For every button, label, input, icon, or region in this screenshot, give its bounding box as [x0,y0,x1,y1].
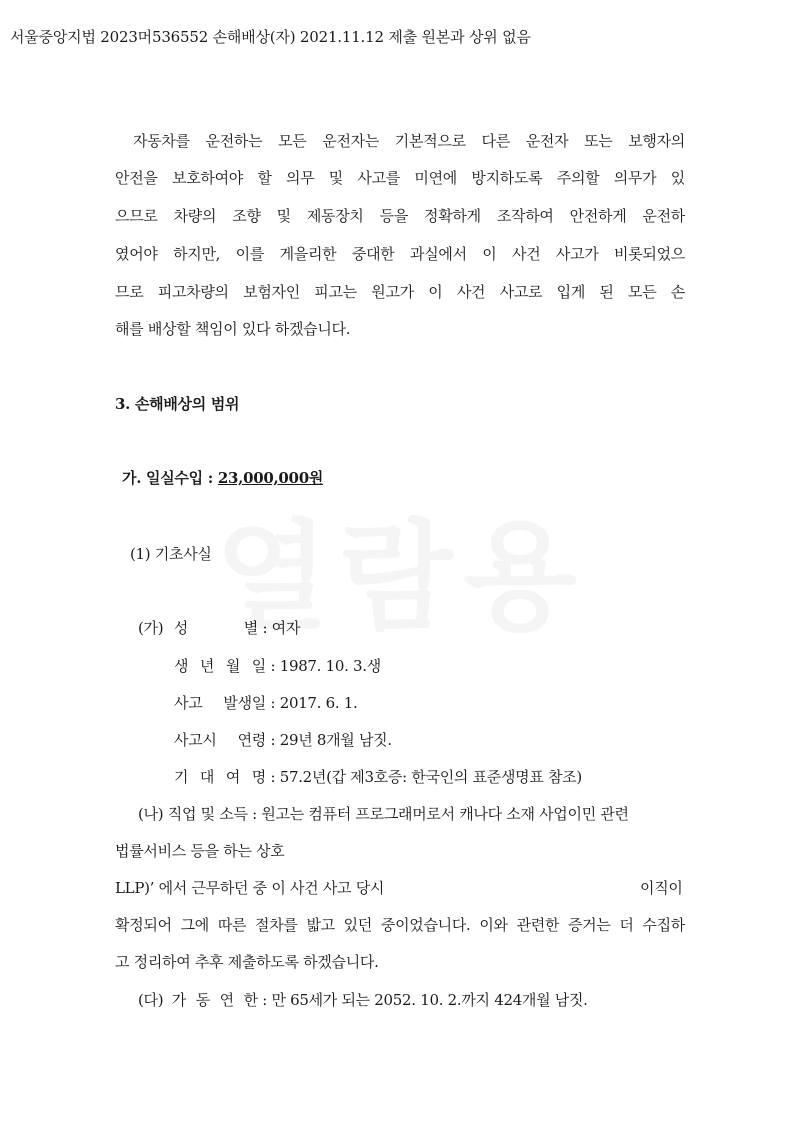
fact-life-expectancy [174,766,582,787]
fact-sep: : [270,731,276,749]
fact-accident-date [174,692,358,713]
paragraph-line: 으므로 차량의 조향 및 제동장치 등을 정확하게 조작하여 안전하게 운전하 [115,207,685,225]
document-header: 서울중앙지법 2023머536552 손해배상(자) 2021.11.12 제출 원본과 상위 없음 [10,28,531,46]
fact-value: 1987. 10. 3.생 [279,657,381,675]
fact-value: 여자 [271,619,301,637]
paragraph-line: 므로 피고차량의 보험자인 피고는 원고가 이 사건 사고로 입게 된 모든 손 [115,283,685,301]
subsection-prefix: 가. 일실수입 : [122,469,218,487]
job-line: 법률서비스 등을 하는 상호 [115,842,285,860]
working-years-sep: : [262,991,267,1009]
paragraph-line: 해를 배상할 책임이 있다 하겠습니다. [115,320,351,338]
fact-label: 사고 발생일 [174,694,266,712]
subsection-title [122,467,323,488]
paragraph-line: 자동차를 운전하는 모든 운전자는 기본적으로 다른 운전자 또는 보행자의 [133,132,685,150]
paragraph-line: 였어야 하지만, 이를 게을리한 중대한 과실에서 이 사건 사고가 비롯되었으 [115,245,685,263]
fact-value: 57.2년(갑 제3호증: 한국인의 표준생명표 참조) [279,768,582,786]
job-text: 원고는 컴퓨터 프로그래머로서 캐나다 소재 사업이민 관련 [261,805,629,823]
working-years-marker: (다) [138,991,164,1009]
job-label: 직업 및 소득 [167,805,248,823]
fact-label: 기 대 여 명 [174,768,266,786]
fact-gender [138,617,300,638]
fact-sep: : [270,694,276,712]
fact-sep: : [270,657,276,675]
fact-value: 29년 8개월 남짓. [279,731,392,749]
fact-sep: : [262,619,268,637]
section-title: 3. 손해배상의 범위 [115,395,240,413]
job-line: 고 정리하여 추후 제출하도록 하겠습니다. [115,953,379,971]
fact-label-b: 별 [243,619,258,637]
job-line: 확정되어 그에 따른 절차를 밟고 있던 중이었습니다. 이와 관련한 증거는 더 수집하 [115,916,685,934]
working-years-label: 가 동 연 한 [171,991,258,1009]
fact-label: 생 년 월 일 [174,657,266,675]
job-line-right: 이직이 [640,879,683,897]
fact-label: 사고시 연령 [174,731,266,749]
paragraph-line: 안전을 보호하여야 할 의무 및 사고를 미연에 방지하도록 주의할 의무가 있 [115,169,685,187]
fact-value: 2017. 6. 1. [279,694,358,712]
fact-sep: : [270,768,276,786]
fact-birth [174,655,381,676]
item-title: (1) 기초사실 [130,545,212,563]
fact-marker: (가) [138,619,164,637]
lost-income-amount: 23,000,000원 [217,469,324,487]
fact-age [174,729,392,750]
job-marker: (나) [138,805,164,823]
job-line [138,803,629,824]
job-line: LLP)’ 에서 근무하던 중 이 사건 사고 당시 [115,879,385,897]
working-years-value: 만 65세가 되는 2052. 10. 2.까지 424개월 남짓. [271,991,588,1009]
job-sep: : [252,805,257,823]
working-years-line [138,989,588,1010]
fact-label-a: 성 [173,619,188,637]
